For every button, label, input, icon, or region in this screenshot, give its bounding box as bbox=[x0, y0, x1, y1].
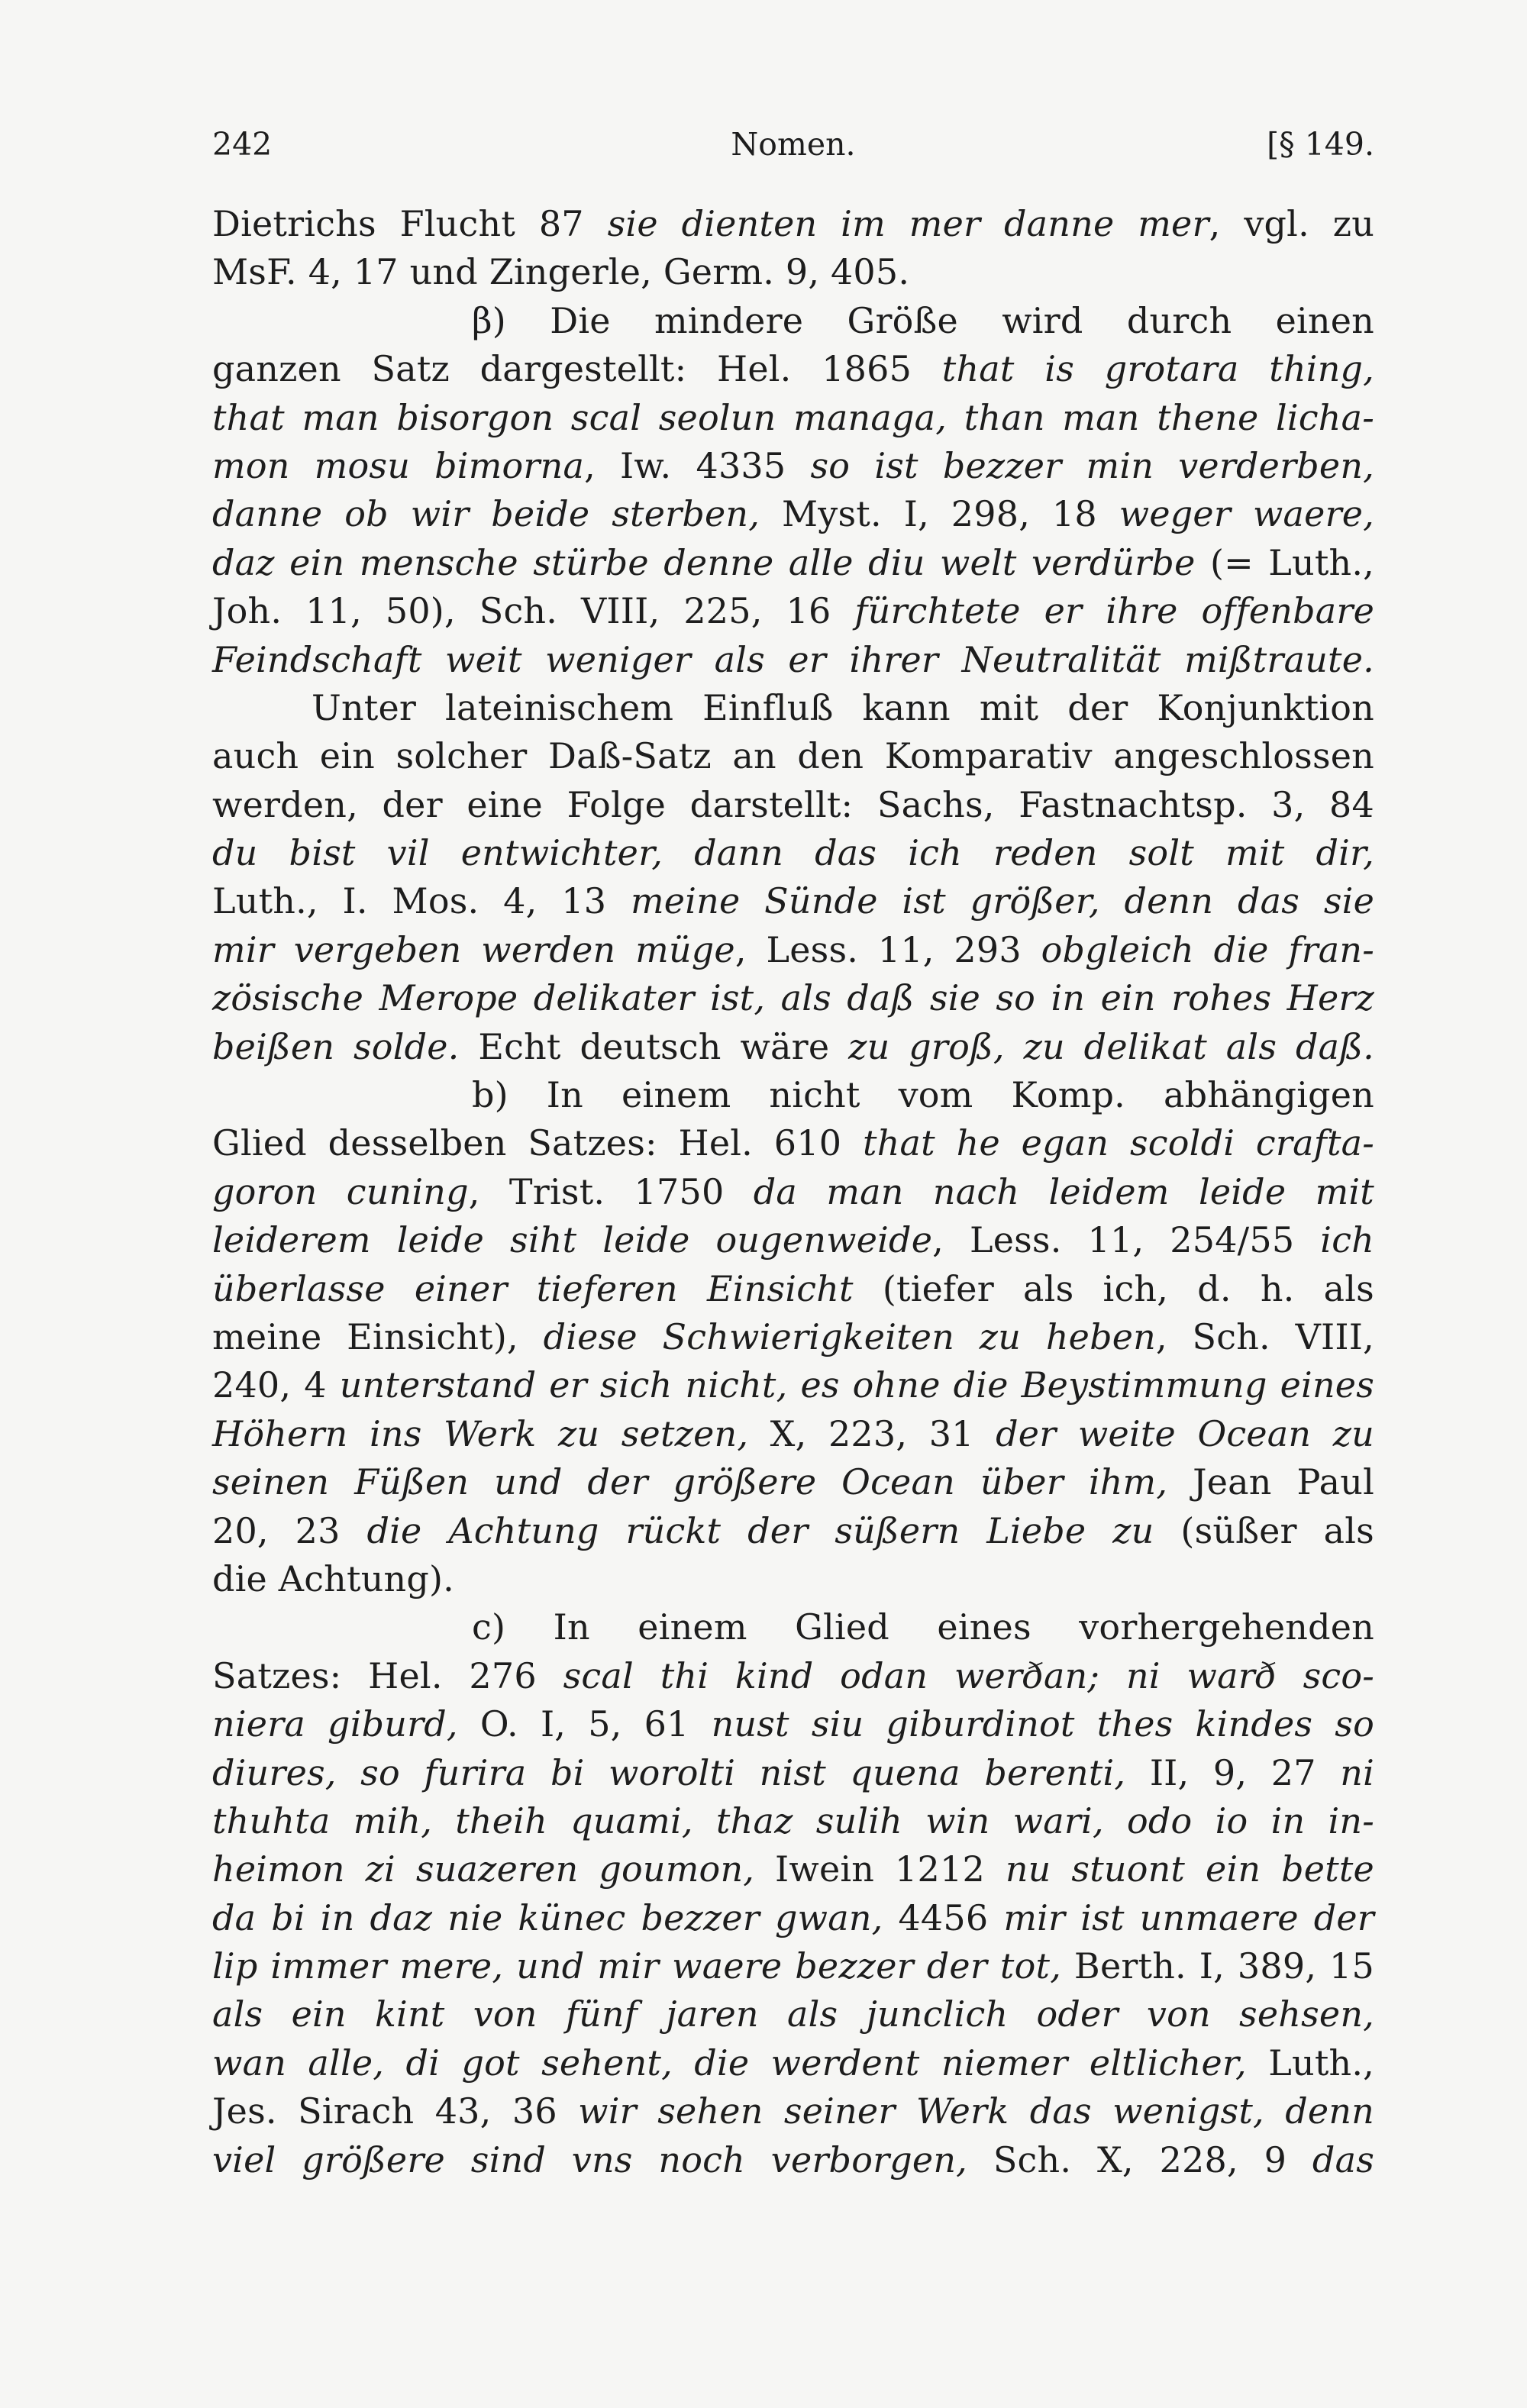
text-line bbox=[212, 974, 1374, 1022]
text-segment: 20, 23 bbox=[212, 1509, 367, 1551]
italic-quotation: ni bbox=[1340, 1751, 1374, 1793]
text-line bbox=[212, 1265, 1374, 1313]
text-line bbox=[212, 200, 1374, 248]
text-line bbox=[212, 1942, 1374, 1990]
text-line bbox=[212, 345, 1374, 393]
italic-quotation: mir ist unmaere der bbox=[1003, 1896, 1374, 1938]
text-line bbox=[212, 587, 1374, 635]
text-segment: die Achtung). bbox=[212, 1557, 454, 1599]
text-segment: 4456 bbox=[883, 1896, 1004, 1938]
text-line bbox=[212, 2136, 1374, 2184]
text-segment: , Less. 11, 254/55 bbox=[932, 1219, 1321, 1261]
italic-quotation: als ein kint von fünf jaren als junclich oder von sehsen, bbox=[212, 1993, 1374, 2035]
italic-quotation: heimon zi suazeren goumon, bbox=[212, 1848, 755, 1890]
paragraph-reference: [§ 149. bbox=[1267, 126, 1374, 163]
italic-quotation: da man nach leidem leide mit bbox=[753, 1170, 1374, 1212]
text-line bbox=[212, 684, 1374, 732]
text-segment: , Sch. VIII, bbox=[1155, 1315, 1374, 1357]
italic-quotation: Feindschaft weit weniger als er ihrer Neutralität mißtraute. bbox=[212, 638, 1374, 680]
text-line bbox=[212, 877, 1374, 925]
text-segment: Glied desselben Satzes: Hel. 610 bbox=[212, 1122, 864, 1164]
text-line bbox=[212, 1894, 1374, 1942]
italic-quotation: Höhern ins Werk zu setzen, bbox=[212, 1412, 749, 1454]
text-segment: ganzen Satz dargestellt: Hel. 1865 bbox=[212, 348, 942, 390]
text-segment: Jes. Sirach 43, 36 bbox=[212, 2090, 579, 2132]
italic-quotation: nu stuont ein bette bbox=[1005, 1848, 1374, 1890]
running-header bbox=[212, 126, 1374, 179]
italic-quotation: daz ein mensche stürbe denne alle diu welt verdürbe bbox=[212, 541, 1196, 583]
text-segment: Satzes: Hel. 276 bbox=[212, 1654, 563, 1696]
text-line bbox=[212, 1071, 1374, 1119]
text-line bbox=[212, 1603, 1374, 1651]
text-line bbox=[212, 1119, 1374, 1167]
text-line bbox=[212, 1652, 1374, 1700]
italic-quotation: scal thi kind odan werðan; ni warð sco- bbox=[563, 1654, 1374, 1696]
italic-quotation: nust siu giburdinot thes kindes so bbox=[711, 1703, 1374, 1745]
italic-quotation: so ist bezzer min verderben, bbox=[810, 444, 1375, 486]
text-segment: Luth., bbox=[1246, 2042, 1374, 2084]
text-line bbox=[212, 1361, 1374, 1409]
italic-quotation: weger waere, bbox=[1119, 493, 1374, 535]
text-line bbox=[212, 1410, 1374, 1458]
italic-quotation: that he egan scoldi crafta- bbox=[863, 1122, 1374, 1164]
text-segment: auch ein solcher Daß-Satz an den Komparativ angeschlossen bbox=[212, 735, 1374, 777]
text-segment: Luth., I. Mos. 4, 13 bbox=[212, 880, 631, 922]
text-segment: Dietrichs Flucht 87 bbox=[212, 203, 608, 244]
italic-quotation: goron cuning bbox=[212, 1170, 469, 1212]
text-segment: werden, der eine Folge darstellt: Sachs, Fastnachtsp. 3, 84 bbox=[212, 783, 1374, 825]
text-segment: Unter lateinischem Einfluß kann mit der Konjunktion bbox=[312, 686, 1374, 728]
text-line bbox=[212, 1700, 1374, 1748]
text-segment: II, 9, 27 bbox=[1125, 1751, 1341, 1793]
italic-quotation: danne ob wir beide sterben, bbox=[212, 493, 760, 535]
italic-quotation: wan alle, di got sehent, die werdent niemer eltlicher, bbox=[212, 2042, 1247, 2084]
italic-quotation: zösische Merope delikater ist, als daß sie so in ein rohes Herz bbox=[212, 977, 1374, 1019]
italic-quotation: obgleich die fran- bbox=[1041, 928, 1374, 970]
italic-quotation: that is grotara thing, bbox=[941, 348, 1374, 390]
section-title: Nomen. bbox=[731, 126, 856, 163]
italic-quotation: überlasse einer tieferen Einsicht bbox=[212, 1267, 854, 1309]
page-number: 242 bbox=[212, 126, 273, 163]
text-segment: , Iw. 4335 bbox=[584, 444, 811, 486]
italic-quotation: das bbox=[1312, 2138, 1374, 2180]
text-segment: X, 223, 31 bbox=[748, 1412, 996, 1454]
italic-quotation: mon mosu bimorna bbox=[212, 444, 585, 486]
text-line bbox=[212, 248, 1374, 296]
text-line bbox=[212, 1749, 1374, 1797]
text-line bbox=[212, 1990, 1374, 2038]
text-segment: (= Luth., bbox=[1195, 541, 1374, 583]
text-line bbox=[212, 1458, 1374, 1506]
text-segment: MsF. 4, 17 und Zingerle, Germ. 9, 405. bbox=[212, 251, 910, 293]
italic-quotation: meine Sünde ist größer, denn das sie bbox=[630, 880, 1375, 922]
text-line bbox=[212, 442, 1374, 490]
italic-quotation: lip immer mere, und mir waere bezzer der tot, bbox=[212, 1945, 1062, 1987]
text-segment: (süßer als bbox=[1154, 1509, 1374, 1551]
text-segment: β) Die mindere Größe wird durch einen bbox=[472, 299, 1374, 341]
text-line bbox=[212, 1845, 1374, 1893]
text-line bbox=[212, 1797, 1374, 1845]
italic-quotation: fürchtete er ihre offenbare bbox=[854, 590, 1374, 632]
italic-quotation: leiderem leide siht leide ougenweide bbox=[212, 1219, 933, 1261]
text-segment: , Trist. 1750 bbox=[468, 1170, 754, 1212]
text-segment: Joh. 11, 50), Sch. VIII, 225, 16 bbox=[212, 590, 855, 632]
italic-quotation: viel größere sind vns noch verborgen, bbox=[212, 2138, 968, 2180]
italic-quotation: beißen solde. bbox=[212, 1025, 460, 1067]
text-line bbox=[212, 490, 1374, 538]
text-segment: Iwein 1212 bbox=[754, 1848, 1006, 1890]
text-line bbox=[212, 2087, 1374, 2135]
italic-quotation: mir vergeben werden müge bbox=[212, 928, 735, 970]
text-segment: Myst. I, 298, 18 bbox=[760, 493, 1119, 535]
text-segment: , vgl. zu bbox=[1209, 203, 1375, 244]
text-segment: c) In einem Glied eines vorhergehenden bbox=[472, 1606, 1374, 1648]
body-text bbox=[212, 200, 1374, 2184]
text-line bbox=[212, 926, 1374, 974]
italic-quotation: diese Schwierigkeiten zu heben bbox=[543, 1315, 1156, 1357]
text-segment: meine Einsicht), bbox=[212, 1315, 544, 1357]
text-line bbox=[212, 1555, 1374, 1603]
italic-quotation: niera giburd, bbox=[212, 1703, 458, 1745]
text-segment: Echt deutsch wäre bbox=[459, 1025, 849, 1067]
text-segment: (tiefer als ich, d. h. als bbox=[853, 1267, 1374, 1309]
text-line bbox=[212, 297, 1374, 345]
text-line bbox=[212, 1216, 1374, 1264]
italic-quotation: zu groß, zu delikat als daß. bbox=[848, 1025, 1375, 1067]
text-line bbox=[212, 1507, 1374, 1555]
text-segment: Sch. X, 228, 9 bbox=[967, 2138, 1312, 2180]
italic-quotation: da bi in daz nie künec bezzer gwan, bbox=[212, 1896, 883, 1938]
italic-quotation: diures, so furira bi worolti nist quena berenti, bbox=[212, 1751, 1126, 1793]
italic-quotation: sie dienten im mer danne mer bbox=[607, 203, 1209, 244]
italic-quotation: wir sehen seiner Werk das wenigst, denn bbox=[578, 2090, 1374, 2132]
text-line bbox=[212, 1023, 1374, 1071]
italic-quotation: that man bisorgon scal seolun managa, than man thene licha- bbox=[212, 396, 1374, 438]
text-segment: 240, 4 bbox=[212, 1364, 340, 1406]
text-line bbox=[212, 2039, 1374, 2087]
text-segment: , Less. 11, 293 bbox=[734, 928, 1041, 970]
text-segment: Jean Paul bbox=[1167, 1461, 1374, 1503]
italic-quotation: ich bbox=[1320, 1219, 1374, 1261]
text-line bbox=[212, 539, 1374, 587]
italic-quotation: du bist vil entwichter, dann das ich reden solt mit dir, bbox=[212, 832, 1374, 874]
text-line bbox=[212, 636, 1374, 684]
italic-quotation: die Achtung rückt der süßern Liebe zu bbox=[366, 1509, 1154, 1551]
text-line bbox=[212, 829, 1374, 877]
text-segment: O. I, 5, 61 bbox=[457, 1703, 712, 1745]
italic-quotation: unterstand er sich nicht, es ohne die Beystimmung eines bbox=[339, 1364, 1374, 1406]
italic-quotation: der weite Ocean zu bbox=[996, 1412, 1374, 1454]
text-line bbox=[212, 781, 1374, 829]
text-segment: Berth. I, 389, 15 bbox=[1061, 1945, 1374, 1987]
text-line bbox=[212, 1313, 1374, 1361]
text-segment: b) In einem nicht vom Komp. abhängigen bbox=[472, 1074, 1374, 1116]
italic-quotation: seinen Füßen und der größere Ocean über ihm, bbox=[212, 1461, 1168, 1503]
text-line bbox=[212, 732, 1374, 780]
text-line bbox=[212, 394, 1374, 442]
text-line bbox=[212, 1168, 1374, 1216]
italic-quotation: thuhta mih, theih quami, thaz sulih win wari, odo io in in- bbox=[212, 1800, 1374, 1842]
